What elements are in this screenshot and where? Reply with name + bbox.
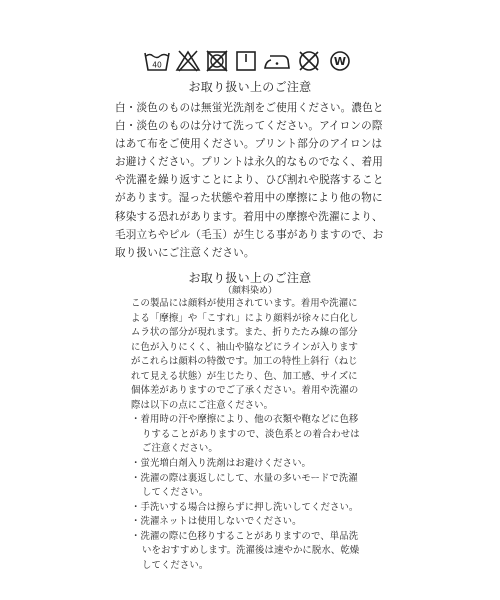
- care-symbols-row: [143, 48, 359, 74]
- section1-line: 取り扱いにご注意ください。: [115, 246, 255, 259]
- section2-line: れて見える状態）が生じたり、色、加工感、サイズに: [131, 370, 358, 382]
- bullet-item: ・蛍光増白剤入り洗剤はお避けください。: [131, 458, 312, 470]
- wash-temperature: 40: [152, 60, 162, 70]
- bullet-item: ・洗濯ネットは使用しないでください。: [131, 516, 302, 528]
- no-bleach-icon: [175, 48, 201, 74]
- section2-title: お取り扱い上のご注意: [188, 271, 312, 285]
- section2-line: 個体差がありますのでご了承ください。着用や洗濯の: [131, 385, 359, 397]
- section2-line: に色が入りにくく、袖山や脇などにラインが入ります: [131, 341, 358, 353]
- bullet-item: ・洗濯の際は裏返しにして、水量の多いモードで洗濯: [131, 472, 358, 484]
- section1-line: や洗濯を繰り返すことにより、ひび割れや脱落すること: [115, 174, 384, 187]
- wet-clean-icon: [327, 48, 353, 74]
- section1-title: お取り扱い上のご注意: [188, 80, 312, 94]
- section1-line: お避けください。プリントは永久的なものでなく、着用: [115, 156, 383, 169]
- section1-line: はあて布をご使用ください。プリント部分のアイロンは: [115, 138, 383, 151]
- bullet-item: ・手洗いする場合は擦らずに押し洗いしてください。: [131, 501, 359, 513]
- no-dry-clean-icon: [296, 48, 322, 74]
- wet-clean-letter: W: [333, 55, 347, 68]
- bullet-item: ・洗濯の際に色移りすることがありますので、単品洗: [131, 530, 359, 542]
- section2-body: [131, 297, 376, 573]
- section1-line: 毛羽立ちやピル（毛玉）が生じる事がありますので、お: [115, 228, 384, 241]
- section2-subtitle: （顔料染め）: [222, 286, 277, 296]
- section1-line: があります。湿った状態や着用中の摩擦により他の物に: [115, 192, 383, 205]
- section2-line: 際は以下の点にご注意ください。: [131, 399, 274, 411]
- bullet-item: ・着用時の汗や摩擦により、他の衣類や鞄などに色移: [131, 414, 359, 426]
- section2-line: この製品には顔料が使用されています。着用や洗濯に: [131, 298, 358, 309]
- iron-low-icon: [263, 48, 291, 74]
- bullet-continuation: ご注意ください。: [142, 443, 218, 455]
- bullet-continuation: してください。: [142, 487, 209, 499]
- section1-line: 白・淡色のものは分けて洗ってください。アイロンの際: [115, 120, 383, 133]
- section1-line: 移染する恐れがあります。着用中の摩擦や洗濯により、: [115, 210, 383, 223]
- no-tumble-dry-icon: [205, 48, 229, 74]
- wash-40-icon: [143, 48, 171, 74]
- line-dry-icon: [234, 48, 258, 74]
- section1-body: [115, 99, 390, 262]
- section1-line: 白・淡色のものは無蛍光洗剤をご使用ください。濃色と: [115, 102, 384, 114]
- bullet-continuation: りすることがありますので、淡色系との着合わせは: [142, 428, 360, 440]
- bullet-continuation: してください。: [142, 559, 209, 571]
- bullet-continuation: いをおすすめします。洗濯後は速やかに脱水、乾燥: [142, 545, 360, 557]
- section2-line: がこれらは顔料の特徴です。加工の特性上斜行（ねじ: [131, 356, 358, 368]
- section2-line: よる「摩擦」や「こすれ」により顔料が徐々に白化し: [131, 312, 359, 324]
- section2-line: ムラ状の部分が現れます。また、折りたたみ線の部分: [131, 327, 358, 339]
